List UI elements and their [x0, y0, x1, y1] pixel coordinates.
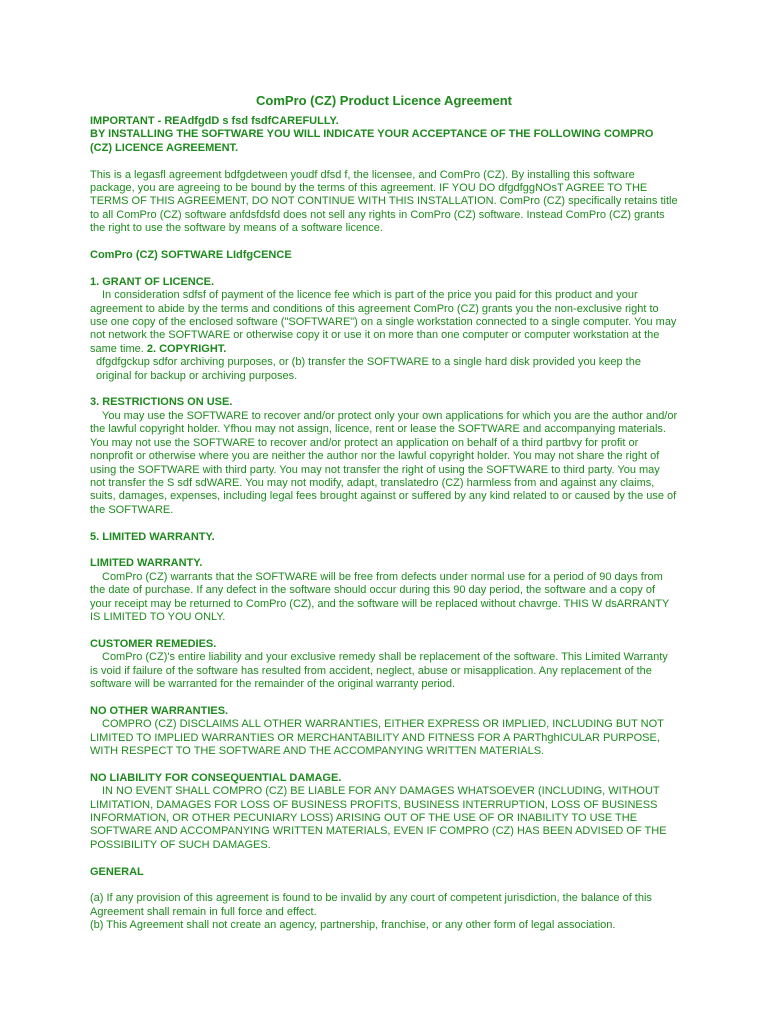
customer-remedies-paragraph: [90, 651, 678, 691]
customer-remedies-heading: CUSTOMER REMEDIES.: [90, 637, 217, 650]
limited-warranty-heading: LIMITED WARRANTY.: [90, 557, 203, 570]
intro-paragraph: This is a legasfl agreement bdfgdetween youdf dfsd f, the licensee, and ComPro (CZ). By installing this software package, you are agreeing to be bound by the terms of this agreement. IF YOU DO dfgdfggNOsT AGREE TO THE TERMS OF THIS AGREEMENT, DO NOT CONTINUE WITH THIS INSTALLATION. ComPro (CZ) specifically retains title to all ComPro (CZ) software anfdsfdsfd does not sell any rights in ComPro (CZ) software. Instead ComPro (CZ) grants the right to use the software by means of a software licence.: [90, 168, 678, 235]
no-other-warranties-text: COMPRO (CZ) DISCLAIMS ALL OTHER WARRANTIES, EITHER EXPRESS OR IMPLIED, INCLUDING BUT NOT LIMITED TO IMPLIED WARRANTIES OR MERCHANTABILITY AND FITNESS FOR A PARThghICULAR PURPOSE, WITH RESPECT TO THE SOFTWARE AND THE ACCOMPANYING WRITTEN MATERIALS.: [90, 718, 664, 757]
warranty-section-heading: 5. LIMITED WARRANTY.: [90, 530, 215, 543]
document-title: ComPro (CZ) Product Licence Agreement: [256, 93, 512, 108]
general-heading: GENERAL: [90, 865, 144, 878]
grant-text: In consideration sdfsf of payment of the licence fee which is part of the price you paid for this product and your agreement to abide by the terms and conditions of this agreement ComPro (CZ) grants you the non-exclusive right to use one copy of the enclosed software ("SOFTWARE") on a single workstation connected to a single computer. You may not network the SOFTWARE or otherwise copy it or use it on more than one computer or computer workstation at the same time.: [90, 289, 677, 355]
copyright-heading: 2. COPYRIGHT.: [146, 342, 227, 355]
restrictions-text: You may use the SOFTWARE to recover and/or protect only your own applications for which you are the author and/or the lawful copyright holder. Yfhou may not assign, licence, rent or lease the SOFTWARE and accompanying materials. You may not use the SOFTWARE to recover and/or protect an application on behalf of a third partbvy for profit or nonprofit or otherwise where you are neither the author nor the lawful copyright holder. You may not share the right of using the SOFTWARE with third party. You may not transfer the right of using the SOFTWARE to third party. You may not transfer the S sdf sdWARE. You may not modify, adapt, translatedro (CZ) harmless from and against any claims, suits, damages, expenses, including legal fees brought against or suffered by any kind related to or caused by the use of the SOFTWARE.: [90, 409, 678, 516]
no-liability-heading: NO LIABILITY FOR CONSEQUENTIAL DAMAGE.: [90, 771, 342, 784]
grant-heading: 1. GRANT OF LICENCE.: [90, 275, 215, 288]
restrictions-heading: 3. RESTRICTIONS ON USE.: [90, 396, 233, 409]
copyright-text: dfgdfgckup sdfor archiving purposes, or (b) transfer the SOFTWARE to a single hard disk provided you keep the original for backup or archiving purposes.: [96, 356, 641, 382]
no-other-warranties-paragraph: [90, 718, 678, 758]
no-other-warranties-heading: NO OTHER WARRANTIES.: [90, 704, 229, 717]
no-liability-text: IN NO EVENT SHALL COMPRO (CZ) BE LIABLE FOR ANY DAMAGES WHATSOEVER (INCLUDING, WITHOUT LIMITATION, DAMAGES FOR LOSS OF BUSINESS PROFITS, BUSINESS INTERRUPTION, LOSS OF BUSINESS INFORMATION, OR OTHER PECUNIARY LOSS) ARISING OUT OF THE USE OF OR INABILITY TO USE THE SOFTWARE AND ACCOMPANYING WRITTEN MATERIALS, EVEN IF COMPRO (CZ) HAS BEEN ADVISED OF THE POSSIBILITY OF SUCH DAMAGES.: [90, 785, 667, 851]
limited-warranty-paragraph: [90, 571, 678, 625]
general-item-b: (b) This Agreement shall not create an agency, partnership, franchise, or any other form of legal association.: [90, 919, 616, 932]
acceptance-notice: BY INSTALLING THE SOFTWARE YOU WILL INDICATE YOUR ACCEPTANCE OF THE FOLLOWING COMPRO (CZ) LICENCE AGREEMENT.: [90, 128, 654, 154]
general-item-a: (a) If any provision of this agreement is found to be invalid by any court of competent jurisdiction, the balance of this Agreement shall remain in full force and effect.: [90, 892, 652, 918]
agreement-body: [90, 92, 678, 933]
limited-warranty-text: ComPro (CZ) warrants that the SOFTWARE will be free from defects under normal use for a period of 90 days from the date of purchase. If any defect in the software should occur during this 90 day period, the software and a copy of your receipt may be returned to ComPro (CZ), and the software will be replaced without chavrge. THIS W dsARRANTY IS LIMITED TO YOU ONLY.: [90, 570, 670, 623]
grant-paragraph: [90, 289, 678, 356]
customer-remedies-text: ComPro (CZ)'s entire liability and your exclusive remedy shall be replacement of the software. This Limited Warranty is void if failure of the software has resulted from accident, neglect, abuse or misapplication. Any replacement of the software will be warranted for the remainder of the original warranty period.: [90, 651, 668, 690]
no-liability-paragraph: [90, 785, 678, 852]
restrictions-paragraph: [90, 410, 678, 517]
software-licence-heading: ComPro (CZ) SOFTWARE LIdfgCENCE: [90, 249, 292, 262]
important-line: IMPORTANT - REAdfgdD s fsd fsdfCAREFULLY.: [90, 115, 339, 127]
